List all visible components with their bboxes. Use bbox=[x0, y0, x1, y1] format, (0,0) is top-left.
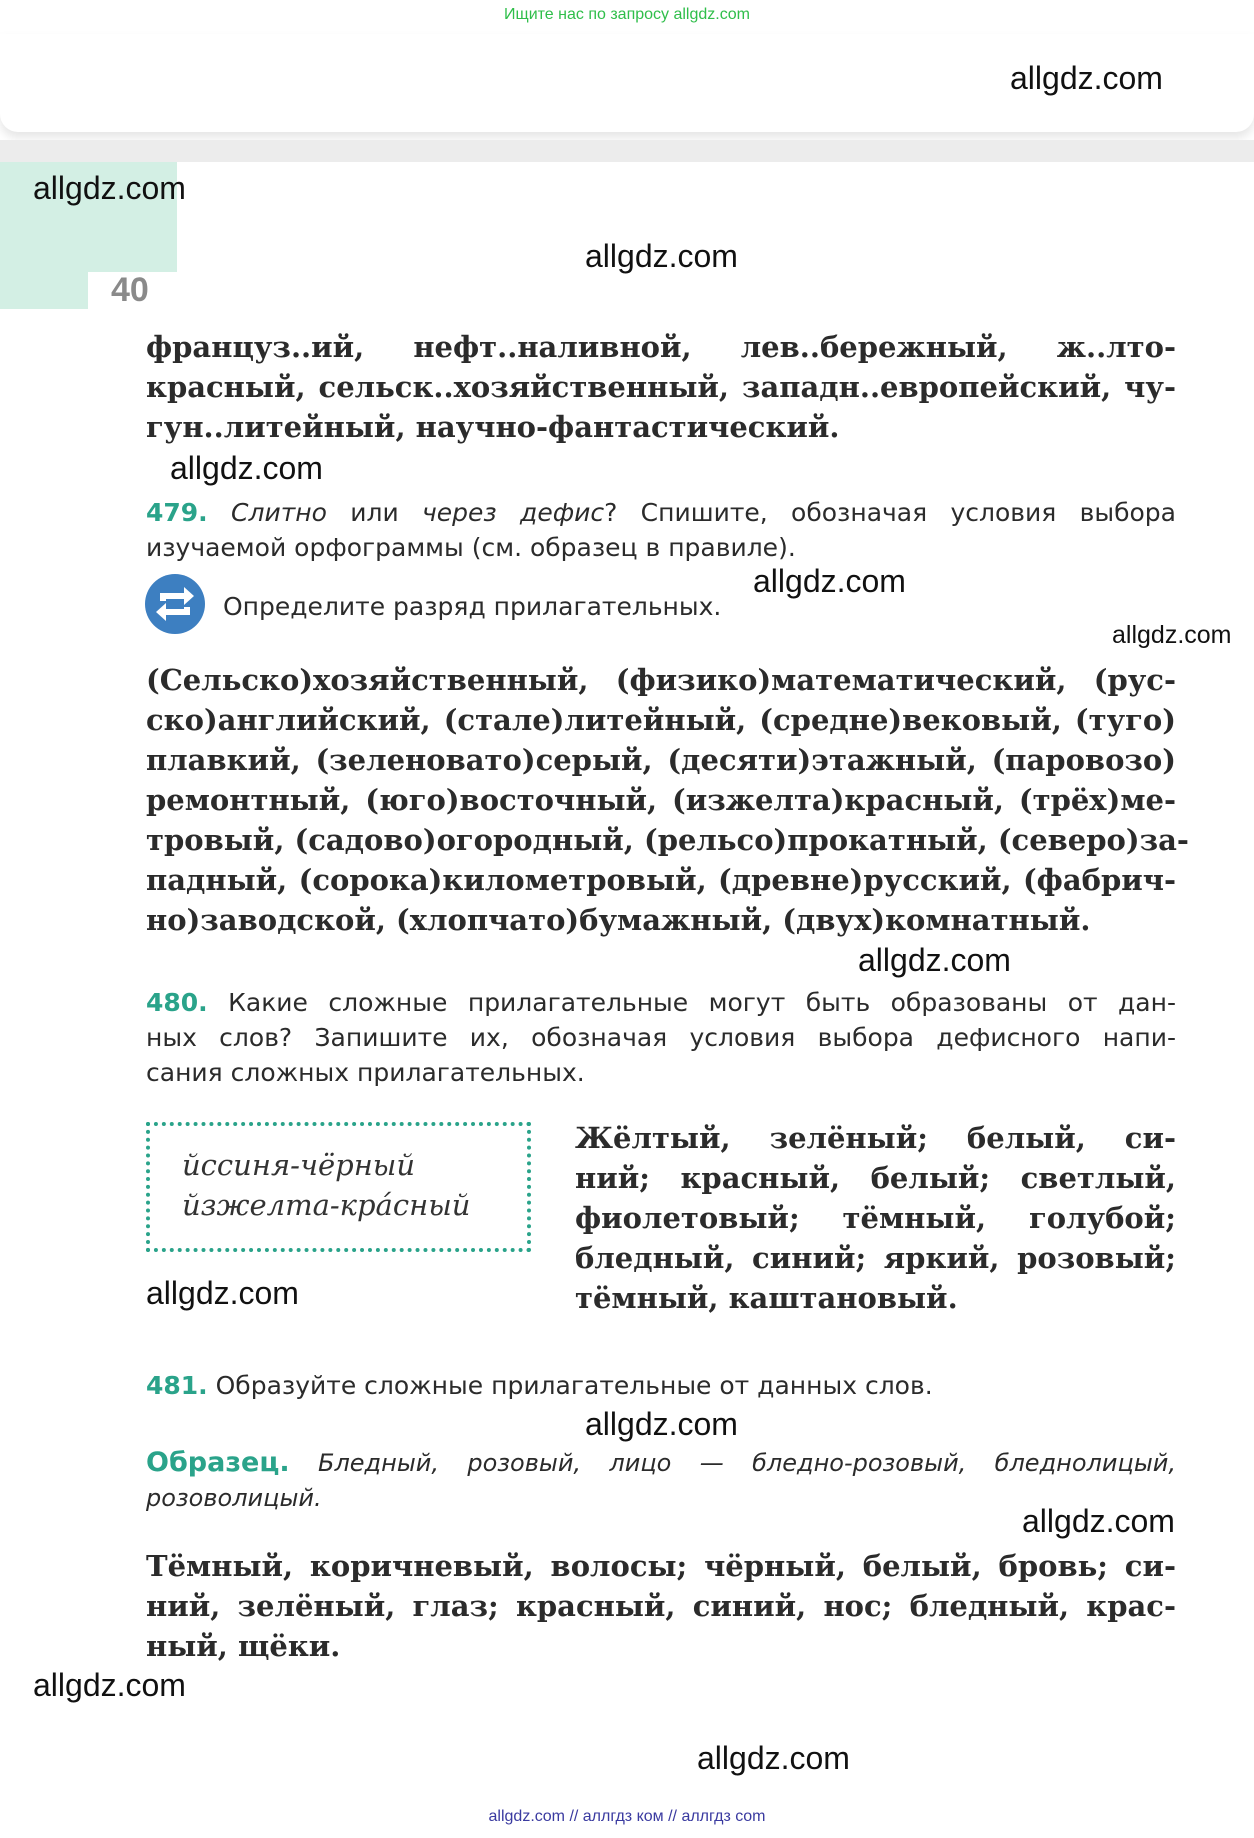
watermark: allgdz.com bbox=[585, 238, 738, 274]
watermark: allgdz.com bbox=[697, 1740, 850, 1776]
text-line: гун..литейный, научно-фантастический. bbox=[146, 410, 840, 444]
exercise-481-task bbox=[146, 1368, 1176, 1403]
text-line: Жёлтый, зелёный; белый, си- bbox=[575, 1121, 1176, 1155]
text-line: ний, зелёный, глаз; красный, синий, нос; бледный, крас- bbox=[146, 1589, 1176, 1623]
text-line: плавкий, (зеленовато)серый, (десяти)этажный, (паровозо) bbox=[146, 743, 1176, 777]
exercise-480-task bbox=[146, 985, 1176, 1090]
page-gap bbox=[0, 140, 1254, 162]
exercise-479-task bbox=[146, 495, 1176, 565]
text-line: ний; красный, белый; светлый, bbox=[575, 1161, 1176, 1195]
text-line: 479. Слитно или через дефис? Спишите, обозначая условия выбора bbox=[146, 498, 1176, 527]
text-line: фиолетовый; тёмный, голубой; bbox=[575, 1201, 1176, 1235]
text-line: ремонтный, (юго)восточный, (изжелта)красный, (трёх)ме- bbox=[146, 783, 1176, 817]
text-line: 480. Какие сложные прилагательные могут быть образованы от дан- bbox=[146, 988, 1176, 1017]
watermark: allgdz.com bbox=[170, 450, 323, 486]
exercise-number: 481. bbox=[146, 1371, 208, 1400]
watermark: allgdz.com bbox=[753, 563, 906, 599]
watermark: allgdz.com bbox=[585, 1406, 738, 1442]
watermark: allgdz.com bbox=[146, 1275, 299, 1311]
text-line: тёмный, каштановый. bbox=[575, 1281, 958, 1315]
text-line: красный, сельск..хозяйственный, западн..европейский, чу- bbox=[146, 370, 1176, 404]
text-line: бледный, синий; яркий, розовый; bbox=[575, 1241, 1176, 1275]
previous-exercise-text bbox=[146, 327, 1176, 447]
page-corner-mint-tab bbox=[0, 272, 88, 309]
exercise-number: 479. bbox=[146, 498, 208, 527]
text-line: ных слов? Запишите их, обозначая условия выбора дефисного напи- bbox=[146, 1023, 1176, 1052]
text-line: сания сложных прилагательных. bbox=[146, 1058, 585, 1087]
repeat-icon bbox=[144, 573, 206, 635]
text-line: ско)английский, (стале)литейный, (средне)вековый, (туго) bbox=[146, 703, 1176, 737]
text-line: (Сельско)хозяйственный, (физико)математический, (рус- bbox=[146, 663, 1176, 697]
text-line: падный, (сорока)километровый, (древне)русский, (фабрич- bbox=[146, 863, 1176, 897]
text-line: 481. Образуйте сложные прилагательные от данных слов. bbox=[146, 1371, 933, 1400]
watermark: allgdz.com bbox=[33, 1667, 186, 1703]
exercise-479-body bbox=[146, 660, 1189, 940]
watermark: allgdz.com bbox=[33, 170, 186, 206]
watermark: allgdz.com bbox=[1112, 621, 1232, 649]
text-line: розоволицый. bbox=[146, 1484, 322, 1512]
text-line: но)заводской, (хлопчато)бумажный, (двух)комнатный. bbox=[146, 903, 1091, 937]
text-line: Тёмный, коричневый, волосы; чёрный, белый, бровь; си- bbox=[146, 1549, 1176, 1583]
watermark: allgdz.com bbox=[1010, 60, 1163, 96]
exercise-number: 480. bbox=[146, 988, 208, 1017]
example-line: йссиня-чёрный bbox=[182, 1148, 416, 1182]
footer-links[interactable]: allgdz.com // аллгдз ком // аллгдз com bbox=[488, 1808, 766, 1825]
text-line: ный, щёки. bbox=[146, 1629, 341, 1663]
text-line: изучаемой орфограммы (см. образец в правиле). bbox=[146, 533, 796, 562]
exercise-481-body bbox=[146, 1546, 1176, 1666]
watermark: allgdz.com bbox=[1022, 1503, 1175, 1539]
exercise-481-sample bbox=[146, 1445, 1176, 1516]
top-banner-text[interactable]: Ищите нас по запросу allgdz.com bbox=[504, 6, 750, 23]
text-line: Образец. Бледный, розовый, лицо — бледно-розовый, бледнолицый, bbox=[146, 1447, 1176, 1478]
example-line: йзжелта-кра́сный bbox=[182, 1188, 471, 1222]
watermark: allgdz.com bbox=[858, 942, 1011, 978]
page-number: 40 bbox=[111, 271, 149, 309]
sample-label: Образец. bbox=[146, 1447, 290, 1478]
example-box bbox=[146, 1122, 531, 1252]
text-line: француз..ий, нефт..наливной, лев..бережный, ж..лто- bbox=[146, 330, 1176, 364]
hint-text: Определите разряд прилагательных. bbox=[223, 592, 722, 621]
text-line: тровый, (садово)огородный, (рельсо)прокатный, (северо)за- bbox=[146, 823, 1189, 857]
exercise-480-words bbox=[575, 1118, 1176, 1318]
